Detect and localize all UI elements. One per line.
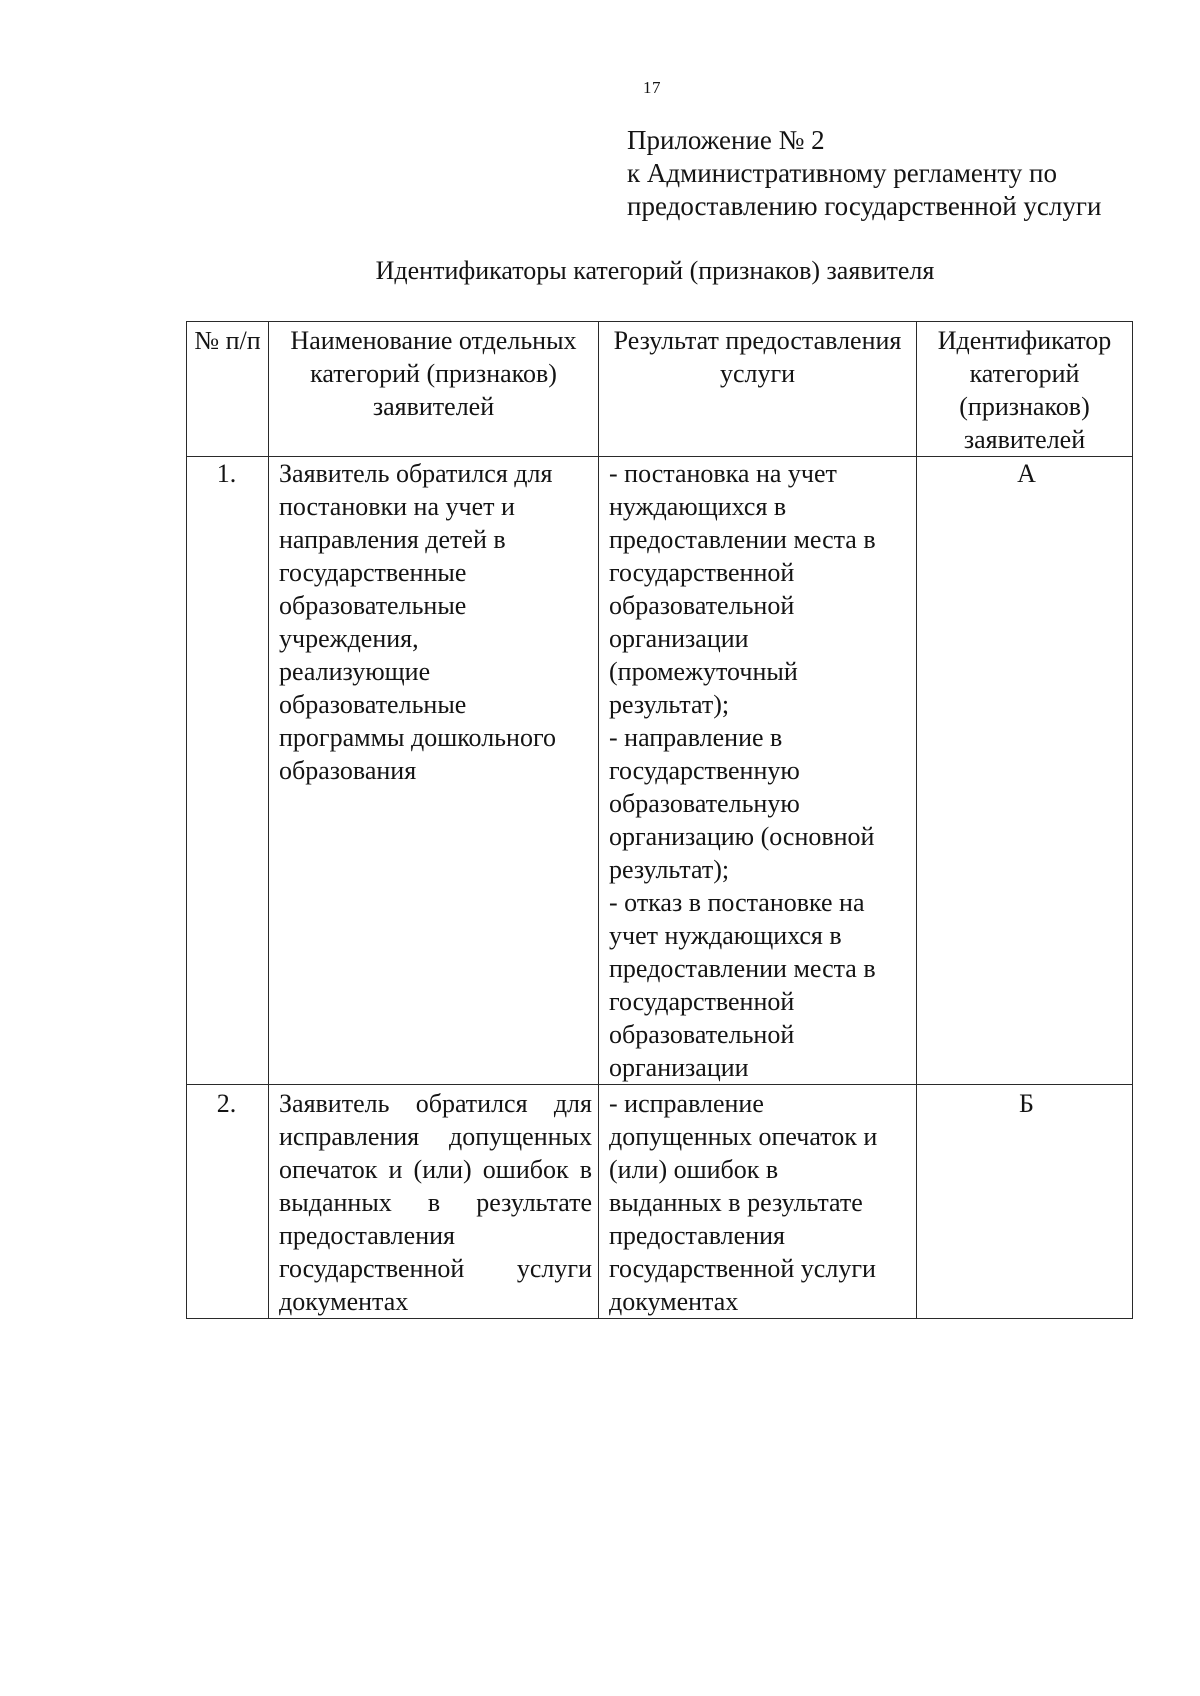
row-category-name: Заявитель обратился для исправления допущенных опечаток и (или) ошибок в выданных в результате предоставления государственной услуги документах: [269, 1085, 599, 1319]
header-result: Результат предоставления услуги: [599, 322, 917, 457]
appendix-line-3: предоставлению государственной услуги: [627, 191, 1102, 221]
appendix-line-1: Приложение № 2: [627, 125, 825, 155]
row-service-result: - постановка на учет нуждающихся в предоставлении места в государственной образовательной организации (промежуточный результат); - направление в государственную образовательную организацию (основной результат); - отказ в постановке на учет нуждающихся в предоставлении места в государственной образовательной организации: [599, 457, 917, 1085]
appendix-line-2: к Административному регламенту по: [627, 158, 1058, 188]
row-identifier: Б: [917, 1085, 1133, 1319]
table-row: [187, 457, 1133, 1085]
header-num: № п/п: [187, 322, 269, 457]
header-name: Наименование отдельных категорий (признаков) заявителей: [269, 322, 599, 457]
table-row: [187, 1085, 1133, 1319]
header-id: Идентификатор категорий (признаков) заявителей: [917, 322, 1133, 457]
table-header-row: [187, 322, 1133, 457]
row-category-name: Заявитель обратился для постановки на учет и направления детей в государственные образовательные учреждения, реализующие образовательные программы дошкольного образования: [269, 457, 599, 1085]
row-service-result: - исправление допущенных опечаток и (или) ошибок в выданных в результате предоставления государственной услуги документах: [599, 1085, 917, 1319]
document-title: Идентификаторы категорий (признаков) заявителя: [375, 256, 935, 285]
row-identifier: А: [917, 457, 1133, 1085]
identifiers-table: [186, 321, 1133, 1319]
row-num: 1.: [187, 457, 269, 1085]
page-number: 17: [643, 78, 661, 97]
appendix-header: [627, 124, 1101, 223]
row-num: 2.: [187, 1085, 269, 1319]
